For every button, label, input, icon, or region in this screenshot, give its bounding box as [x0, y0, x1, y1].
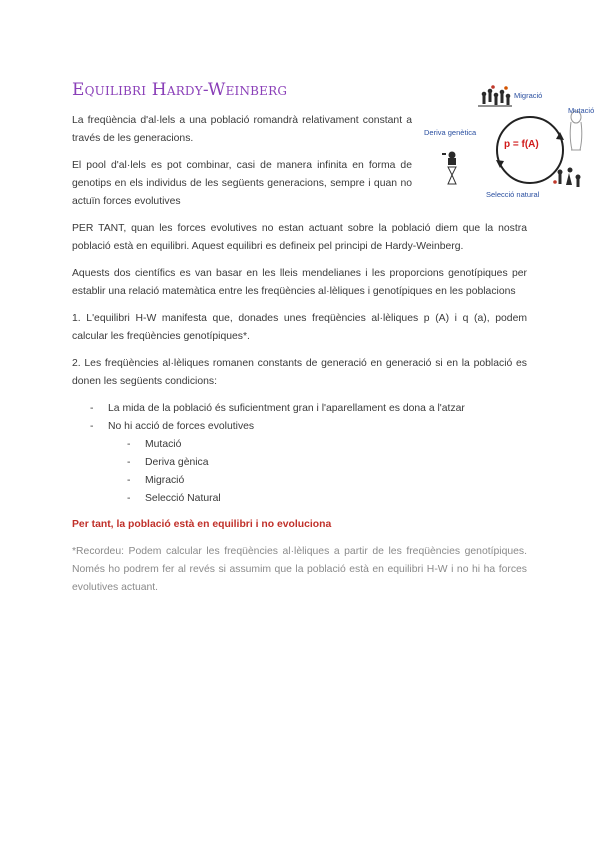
selection-figures-icon	[553, 168, 580, 188]
conclusion-text: Per tant, la població està en equilibri i no evoluciona	[72, 519, 332, 530]
paragraph-scientists: Aquests dos científics es van basar en les lleis mendelianes i les proporcions genotípiques per establir una relació matemàtica entre les freqüències al·lèliques i genotípiques en les poblacions	[72, 268, 527, 297]
forces-list	[72, 436, 527, 508]
force-item: - Selecció Natural	[72, 490, 527, 508]
arrow-head	[556, 132, 564, 140]
condition-item: - La mida de la població és suficientment gran i l'aparellament es dona a l'atzar	[72, 400, 527, 418]
page-title: Equilibri Hardy-Weinberg	[72, 80, 288, 100]
intro-paragraph-2: El pool d'al·lels es pot combinar, casi de manera infinita en forma de genotips en els individus de les següents generacions, sempre i quan no actuïn forces evolutives	[72, 160, 412, 207]
condition-item: - No hi acció de forces evolutives	[72, 418, 527, 436]
mutation-figure-icon	[570, 111, 582, 150]
footnote-reminder: *Recordeu: Podem calcular les freqüències al·lèliques a partir de les freqüències genotípiques. Només ho podrem fer al revés si assumim que la població està en equilibri H-W i no hi ha forces evolutives actuant.	[72, 546, 527, 593]
drift-label: Deriva genètica	[424, 128, 477, 137]
intro-paragraph-1: La freqüència d'al·lels a una població romandrà relativament constant a través de les generacions.	[72, 115, 412, 144]
allele-frequency-formula: p = f(A)	[504, 139, 539, 150]
force-item: - Migració	[72, 472, 527, 490]
force-item: - Deriva gènica	[72, 454, 527, 472]
paragraph-point-2: 2. Les freqüències al·lèliques romanen constants de generació en generació si en la població es donen les següents condicions:	[72, 358, 527, 387]
paragraph-per-tant: PER TANT, quan les forces evolutives no estan actuant sobre la població diem que la nostra població està en equilibri. Aquest equilibri es defineix pel principi de Hardy-Weinberg.	[72, 223, 527, 252]
document-body	[72, 80, 527, 606]
selection-label: Selecció natural	[486, 190, 540, 199]
conditions-list	[72, 400, 527, 436]
paragraph-point-1: 1. L'equilibri H-W manifesta que, donades unes freqüències al·lèliques p (A) i q (a), podem calcular les freqüències genotípiques*.	[72, 313, 527, 342]
mutation-label: Mutació	[568, 106, 595, 115]
force-item: - Mutació	[72, 436, 527, 454]
migration-label: Migració	[514, 91, 543, 100]
